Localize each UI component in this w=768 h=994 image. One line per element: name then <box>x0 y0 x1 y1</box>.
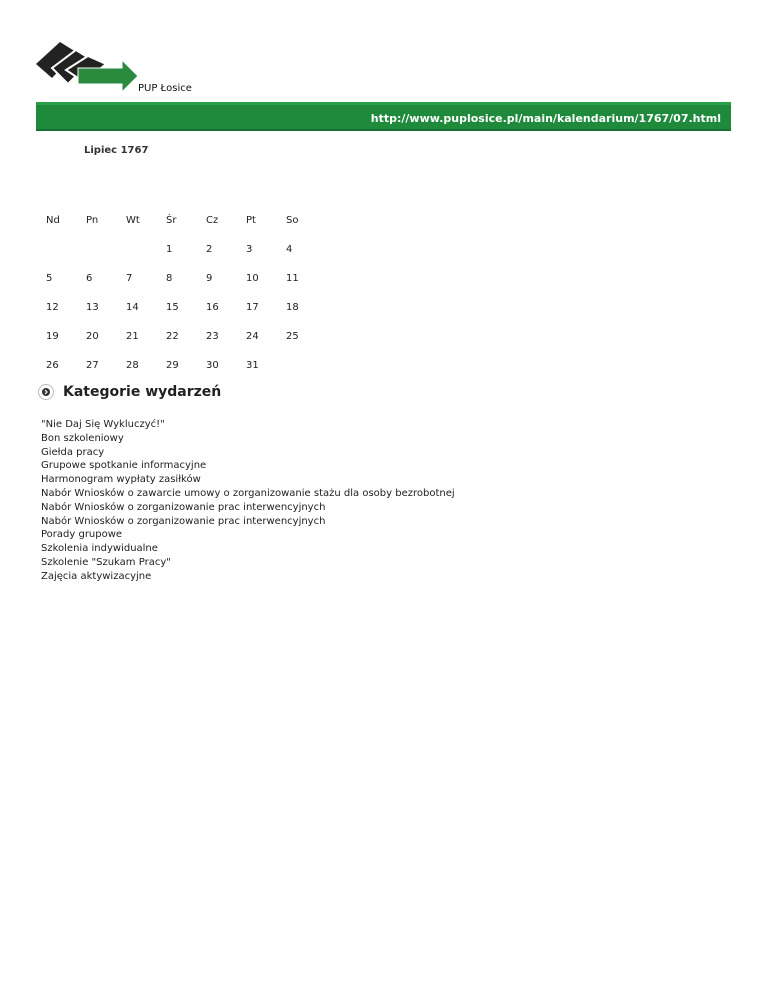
weekday-header-row <box>36 206 316 235</box>
site-name: PUP Łosice <box>138 83 192 94</box>
categories-heading <box>36 382 221 402</box>
calendar-day: 22 <box>166 331 179 342</box>
calendar-week-row <box>36 322 316 351</box>
calendar-week-row <box>36 264 316 293</box>
calendar-day: 25 <box>286 331 299 342</box>
calendar-day: 31 <box>246 360 259 371</box>
category-item[interactable]: Grupowe spotkanie informacyjne <box>41 460 207 472</box>
calendar-week-row <box>36 351 316 380</box>
category-item[interactable]: Szkolenie "Szukam Pracy" <box>41 556 171 568</box>
cards-arrow-logo-icon[interactable] <box>36 40 140 94</box>
category-item[interactable]: Zajęcia aktywizacyjne <box>41 570 152 582</box>
calendar-day: 16 <box>206 302 219 313</box>
calendar-day: 4 <box>286 244 293 255</box>
calendar-day: 5 <box>46 273 53 284</box>
categories-title: Kategorie wydarzeń <box>63 384 222 400</box>
calendar-day: 9 <box>206 273 213 284</box>
category-list <box>41 418 455 584</box>
calendar-day: 10 <box>246 273 259 284</box>
calendar-grid <box>36 206 316 380</box>
category-item[interactable]: Nabór Wniosków o zorganizowanie prac interwencyjnych <box>41 501 326 513</box>
calendar-day: 24 <box>246 331 259 342</box>
calendar-day: 17 <box>246 302 259 313</box>
calendar-day: 12 <box>46 302 59 313</box>
calendar-day: 3 <box>246 244 253 255</box>
weekday-label: Wt <box>126 215 140 226</box>
category-item[interactable]: Nabór Wniosków o zorganizowanie prac interwencyjnych <box>41 515 326 527</box>
weekday-label: Pt <box>246 215 256 226</box>
calendar-day: 11 <box>286 273 299 284</box>
category-item[interactable]: Giełda pracy <box>41 446 105 458</box>
calendar-day: 2 <box>206 244 213 255</box>
weekday-label: So <box>286 215 299 226</box>
url-banner <box>36 102 731 131</box>
weekday-label: Nd <box>46 215 60 226</box>
weekday-label: Cz <box>206 215 219 226</box>
weekday-label: Śr <box>166 215 177 226</box>
calendar-week-row <box>36 293 316 322</box>
calendar-day <box>276 351 316 380</box>
calendar-day: 6 <box>86 273 93 284</box>
category-item[interactable]: Bon szkoleniowy <box>41 432 124 444</box>
category-item[interactable]: Porady grupowe <box>41 529 123 541</box>
chevron-right-circle-icon <box>38 384 54 400</box>
calendar-day: 14 <box>126 302 139 313</box>
calendar-day: 27 <box>86 360 99 371</box>
category-item[interactable]: Szkolenia indywidualne <box>41 543 158 555</box>
calendar-day: 13 <box>86 302 99 313</box>
calendar-day: 26 <box>46 360 59 371</box>
category-item[interactable]: Harmonogram wypłaty zasiłków <box>41 474 201 486</box>
calendar-day: 23 <box>206 331 219 342</box>
calendar-day: 19 <box>46 331 59 342</box>
calendar-week-row <box>36 235 316 264</box>
page-url-link[interactable]: http://www.puplosice.pl/main/kalendarium/1767/07.html <box>370 112 721 125</box>
calendar-day <box>116 235 156 264</box>
category-item[interactable]: "Nie Daj Się Wykluczyć!" <box>41 419 165 430</box>
calendar-month-title: Lipiec 1767 <box>84 145 149 156</box>
calendar-day: 28 <box>126 360 139 371</box>
calendar-day: 18 <box>286 302 299 313</box>
calendar-day: 15 <box>166 302 179 313</box>
calendar-day: 1 <box>166 244 173 255</box>
calendar-day <box>76 235 116 264</box>
calendar-day: 30 <box>206 360 219 371</box>
calendar-day: 21 <box>126 331 139 342</box>
calendar-day: 20 <box>86 331 99 342</box>
calendar-day: 7 <box>126 273 133 284</box>
category-item[interactable]: Nabór Wniosków o zawarcie umowy o zorganizowanie stażu dla osoby bezrobotnej <box>41 487 455 499</box>
calendar-day: 8 <box>166 273 173 284</box>
calendar-day: 29 <box>166 360 179 371</box>
weekday-label: Pn <box>86 215 99 226</box>
calendar-day <box>36 235 76 264</box>
